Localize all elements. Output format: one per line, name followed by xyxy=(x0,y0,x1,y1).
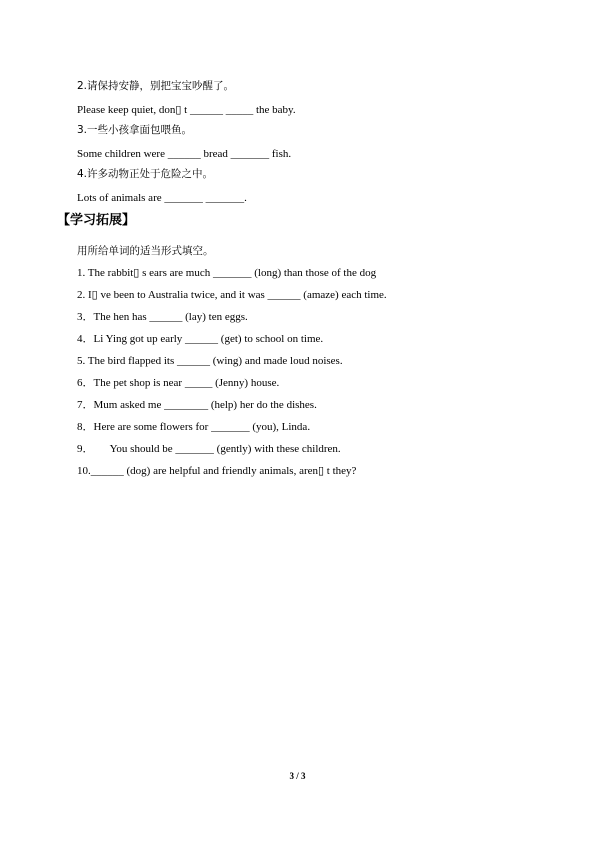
exercise-item-4: 4．Li Ying got up early ______ (get) to school on time. xyxy=(77,333,324,345)
exercise-item-7: 7．Mum asked me ________ (help) her do the dishes. xyxy=(77,399,317,411)
exercise-item-8: 8．Here are some flowers for _______ (you), Linda. xyxy=(77,421,311,433)
translation-prompt-4: 4.许多动物正处于危险之中。 xyxy=(77,168,214,180)
section-heading: 【学习拓展】 xyxy=(57,213,136,228)
exercise-item-10: 10.______ (dog) are helpful and friendly animals, aren▯ t they? xyxy=(77,465,357,477)
exercise-instruction: 用所给单词的适当形式填空。 xyxy=(77,245,214,257)
exercise-item-1: 1. The rabbit▯ s ears are much _______ (long) than those of the dog xyxy=(77,267,377,279)
translation-answer-2: Please keep quiet, don▯ t ______ _____ the baby. xyxy=(77,104,296,116)
translation-answer-4: Lots of animals are _______ _______. xyxy=(77,192,247,204)
page-number: 3 / 3 xyxy=(289,771,306,781)
exercise-item-5: 5. The bird flapped its ______ (wing) and made loud noises. xyxy=(77,355,343,367)
exercise-item-3: 3．The hen has ______ (lay) ten eggs. xyxy=(77,311,248,323)
translation-prompt-3: 3.一些小孩拿面包喂鱼。 xyxy=(77,124,193,136)
exercise-item-9: 9． You should be _______ (gently) with these children. xyxy=(77,443,341,455)
exercise-item-2: 2. I▯ ve been to Australia twice, and it was ______ (amaze) each time. xyxy=(77,289,387,301)
translation-prompt-2: 2.请保持安静，别把宝宝吵醒了。 xyxy=(77,80,235,92)
translation-answer-3: Some children were ______ bread _______ fish. xyxy=(77,148,292,160)
exercise-item-6: 6．The pet shop is near _____ (Jenny) house. xyxy=(77,377,280,389)
